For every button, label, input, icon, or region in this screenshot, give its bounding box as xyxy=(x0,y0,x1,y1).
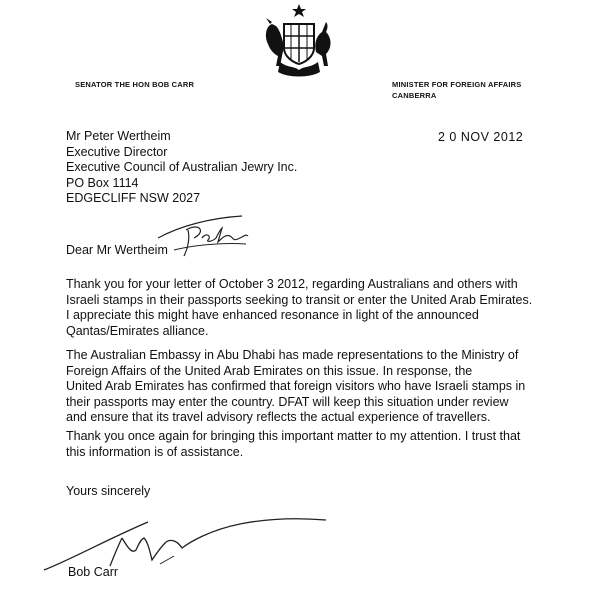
body-paragraph-1 xyxy=(66,277,536,339)
body-paragraph-3 xyxy=(66,429,536,460)
paragraph-line: Qantas/Emirates alliance. xyxy=(66,323,209,338)
paragraph-line: Thank you for your letter of October 3 2012, regarding Australians and others with xyxy=(66,277,518,291)
paragraph-line: The Australian Embassy in Abu Dhabi has made representations to the Ministry of xyxy=(66,348,519,362)
letter-date: 2 0 NOV 2012 xyxy=(438,130,524,144)
paragraph-line: I appreciate this might have enhanced resonance in light of the announced xyxy=(66,308,479,322)
recipient-locality: EDGECLIFF NSW 2027 xyxy=(66,191,201,205)
recipient-name: Mr Peter Wertheim xyxy=(66,129,171,143)
paragraph-line: this information is of assistance. xyxy=(66,444,244,459)
paragraph-line: and ensure that its travel advisory reflects the actual experience of travellers. xyxy=(66,410,491,424)
recipient-po-box: PO Box 1114 xyxy=(66,175,139,190)
recipient-organisation: Executive Council of Australian Jewry Inc. xyxy=(66,160,298,174)
paragraph-line: Thank you once again for bringing this important matter to my attention. I trust that xyxy=(66,429,521,443)
signatory-name: Bob Carr xyxy=(68,565,119,579)
recipient-address xyxy=(66,129,297,207)
paragraph-line: Israeli stamps in their passports seeking to transit or enter the United Arab Emirates. xyxy=(66,292,533,307)
recipient-title: Executive Director xyxy=(66,144,168,159)
letterhead-minister-title xyxy=(392,79,522,101)
paragraph-line: Foreign Affairs of the United Arab Emirates on this issue. In response, the xyxy=(66,363,473,378)
letterhead-senator-name: SENATOR THE HON BOB CARR xyxy=(75,80,195,89)
body-paragraph-2 xyxy=(66,348,536,426)
salutation: Dear Mr Wertheim xyxy=(66,243,168,257)
letterhead-minister-line2: CANBERRA xyxy=(392,91,437,100)
coat-of-arms-icon xyxy=(254,2,344,82)
closing-phrase: Yours sincerely xyxy=(66,484,151,498)
paragraph-line: their passports may enter the country. DFAT will keep this situation under review xyxy=(66,394,509,409)
letterhead-minister-line1: MINISTER FOR FOREIGN AFFAIRS xyxy=(392,80,522,89)
handwritten-peter-annotation-icon xyxy=(150,208,260,268)
paragraph-line: United Arab Emirates has confirmed that foreign visitors who have Israeli stamps in xyxy=(66,379,526,393)
